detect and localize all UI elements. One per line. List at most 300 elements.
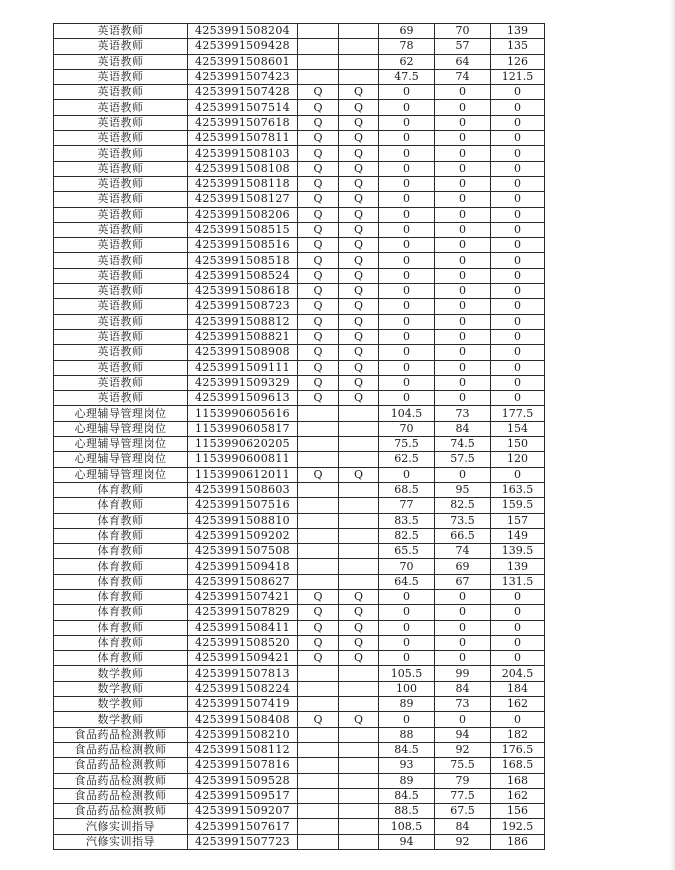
absent-mark-2-cell: Q bbox=[339, 605, 379, 620]
table-row bbox=[54, 697, 545, 712]
absent-mark-2-cell bbox=[339, 437, 379, 452]
absent-mark-1-cell: Q bbox=[298, 238, 339, 253]
absent-mark-2-cell: Q bbox=[339, 620, 379, 635]
total-score-cell: 0 bbox=[491, 85, 545, 100]
absent-mark-2-cell bbox=[339, 834, 379, 849]
total-score-cell: 177.5 bbox=[491, 406, 545, 421]
position-cell: 食品药品检测教师 bbox=[54, 742, 188, 757]
exam-id-cell: 4253991508627 bbox=[188, 574, 298, 589]
table-row bbox=[54, 69, 545, 84]
position-cell: 心理辅导管理岗位 bbox=[54, 406, 188, 421]
interview-score-cell: 0 bbox=[435, 360, 491, 375]
exam-id-cell: 4253991508411 bbox=[188, 620, 298, 635]
position-cell: 体育教师 bbox=[54, 589, 188, 604]
total-score-cell: 0 bbox=[491, 253, 545, 268]
absent-mark-2-cell bbox=[339, 39, 379, 54]
total-score-cell: 0 bbox=[491, 467, 545, 482]
position-cell: 数学教师 bbox=[54, 697, 188, 712]
absent-mark-1-cell: Q bbox=[298, 85, 339, 100]
written-score-cell: 0 bbox=[379, 238, 435, 253]
position-cell: 英语教师 bbox=[54, 345, 188, 360]
written-score-cell: 108.5 bbox=[379, 819, 435, 834]
interview-score-cell: 0 bbox=[435, 391, 491, 406]
table-row bbox=[54, 329, 545, 344]
exam-id-cell: 4253991508821 bbox=[188, 329, 298, 344]
exam-id-cell: 4253991507618 bbox=[188, 115, 298, 130]
interview-score-cell: 0 bbox=[435, 345, 491, 360]
written-score-cell: 0 bbox=[379, 85, 435, 100]
absent-mark-1-cell bbox=[298, 24, 339, 39]
absent-mark-2-cell: Q bbox=[339, 253, 379, 268]
total-score-cell: 192.5 bbox=[491, 819, 545, 834]
total-score-cell: 0 bbox=[491, 268, 545, 283]
table-row bbox=[54, 375, 545, 390]
absent-mark-2-cell: Q bbox=[339, 192, 379, 207]
absent-mark-1-cell bbox=[298, 742, 339, 757]
interview-score-cell: 0 bbox=[435, 100, 491, 115]
absent-mark-2-cell: Q bbox=[339, 268, 379, 283]
total-score-cell: 0 bbox=[491, 651, 545, 666]
absent-mark-1-cell: Q bbox=[298, 345, 339, 360]
position-cell: 体育教师 bbox=[54, 605, 188, 620]
position-cell: 英语教师 bbox=[54, 360, 188, 375]
absent-mark-2-cell bbox=[339, 574, 379, 589]
table-row bbox=[54, 115, 545, 130]
absent-mark-1-cell bbox=[298, 559, 339, 574]
absent-mark-2-cell bbox=[339, 742, 379, 757]
table-row bbox=[54, 314, 545, 329]
table-row bbox=[54, 253, 545, 268]
absent-mark-1-cell: Q bbox=[298, 375, 339, 390]
position-cell: 心理辅导管理岗位 bbox=[54, 421, 188, 436]
written-score-cell: 89 bbox=[379, 773, 435, 788]
total-score-cell: 204.5 bbox=[491, 666, 545, 681]
position-cell: 体育教师 bbox=[54, 651, 188, 666]
total-score-cell: 0 bbox=[491, 589, 545, 604]
exam-id-cell: 4253991508618 bbox=[188, 284, 298, 299]
interview-score-cell: 0 bbox=[435, 238, 491, 253]
interview-score-cell: 0 bbox=[435, 635, 491, 650]
table-row bbox=[54, 176, 545, 191]
interview-score-cell: 0 bbox=[435, 651, 491, 666]
absent-mark-2-cell: Q bbox=[339, 299, 379, 314]
total-score-cell: 0 bbox=[491, 238, 545, 253]
exam-id-cell: 4253991508518 bbox=[188, 253, 298, 268]
exam-id-cell: 4253991508112 bbox=[188, 742, 298, 757]
interview-score-cell: 0 bbox=[435, 314, 491, 329]
absent-mark-1-cell bbox=[298, 513, 339, 528]
absent-mark-1-cell: Q bbox=[298, 222, 339, 237]
exam-id-cell: 4253991509517 bbox=[188, 788, 298, 803]
table-row bbox=[54, 666, 545, 681]
exam-id-cell: 4253991509428 bbox=[188, 39, 298, 54]
written-score-cell: 62 bbox=[379, 54, 435, 69]
position-cell: 英语教师 bbox=[54, 299, 188, 314]
total-score-cell: 157 bbox=[491, 513, 545, 528]
absent-mark-1-cell bbox=[298, 544, 339, 559]
total-score-cell: 159.5 bbox=[491, 498, 545, 513]
absent-mark-1-cell bbox=[298, 773, 339, 788]
exam-id-cell: 4253991507508 bbox=[188, 544, 298, 559]
absent-mark-2-cell: Q bbox=[339, 161, 379, 176]
absent-mark-1-cell bbox=[298, 788, 339, 803]
written-score-cell: 83.5 bbox=[379, 513, 435, 528]
interview-score-cell: 92 bbox=[435, 834, 491, 849]
absent-mark-1-cell: Q bbox=[298, 605, 339, 620]
total-score-cell: 162 bbox=[491, 697, 545, 712]
exam-id-cell: 4253991509613 bbox=[188, 391, 298, 406]
position-cell: 英语教师 bbox=[54, 24, 188, 39]
total-score-cell: 0 bbox=[491, 314, 545, 329]
written-score-cell: 0 bbox=[379, 284, 435, 299]
table-row bbox=[54, 788, 545, 803]
absent-mark-1-cell: Q bbox=[298, 635, 339, 650]
interview-score-cell: 64 bbox=[435, 54, 491, 69]
interview-score-cell: 74 bbox=[435, 69, 491, 84]
exam-id-cell: 4253991507816 bbox=[188, 758, 298, 773]
table-row bbox=[54, 620, 545, 635]
written-score-cell: 0 bbox=[379, 635, 435, 650]
exam-id-cell: 4253991508516 bbox=[188, 238, 298, 253]
total-score-cell: 131.5 bbox=[491, 574, 545, 589]
interview-score-cell: 0 bbox=[435, 131, 491, 146]
absent-mark-2-cell: Q bbox=[339, 284, 379, 299]
absent-mark-1-cell: Q bbox=[298, 146, 339, 161]
absent-mark-1-cell: Q bbox=[298, 115, 339, 130]
position-cell: 汽修实训指导 bbox=[54, 834, 188, 849]
absent-mark-1-cell bbox=[298, 54, 339, 69]
absent-mark-1-cell bbox=[298, 758, 339, 773]
table-row bbox=[54, 804, 545, 819]
interview-score-cell: 92 bbox=[435, 742, 491, 757]
exam-id-cell: 4253991508103 bbox=[188, 146, 298, 161]
written-score-cell: 88.5 bbox=[379, 804, 435, 819]
absent-mark-1-cell bbox=[298, 697, 339, 712]
position-cell: 数学教师 bbox=[54, 681, 188, 696]
exam-id-cell: 4253991508210 bbox=[188, 727, 298, 742]
score-table bbox=[53, 23, 545, 850]
position-cell: 食品药品检测教师 bbox=[54, 758, 188, 773]
written-score-cell: 70 bbox=[379, 559, 435, 574]
interview-score-cell: 73 bbox=[435, 697, 491, 712]
interview-score-cell: 0 bbox=[435, 589, 491, 604]
exam-id-cell: 4253991508515 bbox=[188, 222, 298, 237]
table-row bbox=[54, 238, 545, 253]
written-score-cell: 0 bbox=[379, 589, 435, 604]
absent-mark-2-cell: Q bbox=[339, 207, 379, 222]
absent-mark-2-cell bbox=[339, 773, 379, 788]
total-score-cell: 156 bbox=[491, 804, 545, 819]
written-score-cell: 0 bbox=[379, 360, 435, 375]
total-score-cell: 186 bbox=[491, 834, 545, 849]
absent-mark-1-cell: Q bbox=[298, 192, 339, 207]
interview-score-cell: 84 bbox=[435, 681, 491, 696]
exam-id-cell: 4253991507829 bbox=[188, 605, 298, 620]
written-score-cell: 0 bbox=[379, 620, 435, 635]
absent-mark-2-cell: Q bbox=[339, 100, 379, 115]
exam-id-cell: 1153990605817 bbox=[188, 421, 298, 436]
total-score-cell: 0 bbox=[491, 222, 545, 237]
absent-mark-1-cell: Q bbox=[298, 651, 339, 666]
position-cell: 英语教师 bbox=[54, 39, 188, 54]
absent-mark-2-cell: Q bbox=[339, 589, 379, 604]
position-cell: 英语教师 bbox=[54, 253, 188, 268]
total-score-cell: 135 bbox=[491, 39, 545, 54]
total-score-cell: 168 bbox=[491, 773, 545, 788]
written-score-cell: 75.5 bbox=[379, 437, 435, 452]
written-score-cell: 105.5 bbox=[379, 666, 435, 681]
position-cell: 英语教师 bbox=[54, 222, 188, 237]
absent-mark-2-cell bbox=[339, 666, 379, 681]
written-score-cell: 0 bbox=[379, 391, 435, 406]
absent-mark-1-cell bbox=[298, 834, 339, 849]
absent-mark-1-cell bbox=[298, 727, 339, 742]
exam-id-cell: 4253991508812 bbox=[188, 314, 298, 329]
exam-id-cell: 4253991507723 bbox=[188, 834, 298, 849]
interview-score-cell: 67 bbox=[435, 574, 491, 589]
table-row bbox=[54, 834, 545, 849]
total-score-cell: 0 bbox=[491, 605, 545, 620]
absent-mark-2-cell: Q bbox=[339, 345, 379, 360]
exam-id-cell: 4253991508108 bbox=[188, 161, 298, 176]
interview-score-cell: 0 bbox=[435, 375, 491, 390]
position-cell: 心理辅导管理岗位 bbox=[54, 437, 188, 452]
interview-score-cell: 67.5 bbox=[435, 804, 491, 819]
absent-mark-1-cell bbox=[298, 819, 339, 834]
exam-id-cell: 4253991509207 bbox=[188, 804, 298, 819]
absent-mark-2-cell bbox=[339, 697, 379, 712]
position-cell: 英语教师 bbox=[54, 131, 188, 146]
total-score-cell: 154 bbox=[491, 421, 545, 436]
absent-mark-2-cell bbox=[339, 559, 379, 574]
interview-score-cell: 0 bbox=[435, 253, 491, 268]
table-row bbox=[54, 635, 545, 650]
table-row bbox=[54, 528, 545, 543]
interview-score-cell: 70 bbox=[435, 24, 491, 39]
absent-mark-2-cell: Q bbox=[339, 85, 379, 100]
total-score-cell: 184 bbox=[491, 681, 545, 696]
total-score-cell: 139 bbox=[491, 24, 545, 39]
exam-id-cell: 4253991508601 bbox=[188, 54, 298, 69]
total-score-cell: 121.5 bbox=[491, 69, 545, 84]
written-score-cell: 0 bbox=[379, 299, 435, 314]
absent-mark-1-cell bbox=[298, 804, 339, 819]
absent-mark-1-cell: Q bbox=[298, 589, 339, 604]
table-row bbox=[54, 574, 545, 589]
written-score-cell: 62.5 bbox=[379, 452, 435, 467]
total-score-cell: 0 bbox=[491, 146, 545, 161]
written-score-cell: 65.5 bbox=[379, 544, 435, 559]
table-row bbox=[54, 268, 545, 283]
table-row bbox=[54, 146, 545, 161]
absent-mark-2-cell bbox=[339, 406, 379, 421]
table-row bbox=[54, 54, 545, 69]
table-row bbox=[54, 605, 545, 620]
interview-score-cell: 66.5 bbox=[435, 528, 491, 543]
position-cell: 英语教师 bbox=[54, 375, 188, 390]
position-cell: 数学教师 bbox=[54, 712, 188, 727]
exam-id-cell: 4253991509528 bbox=[188, 773, 298, 788]
written-score-cell: 0 bbox=[379, 712, 435, 727]
interview-score-cell: 0 bbox=[435, 329, 491, 344]
absent-mark-1-cell: Q bbox=[298, 314, 339, 329]
absent-mark-1-cell: Q bbox=[298, 360, 339, 375]
total-score-cell: 163.5 bbox=[491, 482, 545, 497]
table-row bbox=[54, 589, 545, 604]
position-cell: 心理辅导管理岗位 bbox=[54, 452, 188, 467]
total-score-cell: 139.5 bbox=[491, 544, 545, 559]
table-row bbox=[54, 360, 545, 375]
exam-id-cell: 1153990620205 bbox=[188, 437, 298, 452]
exam-id-cell: 1153990612011 bbox=[188, 467, 298, 482]
total-score-cell: 120 bbox=[491, 452, 545, 467]
exam-id-cell: 4253991508810 bbox=[188, 513, 298, 528]
written-score-cell: 104.5 bbox=[379, 406, 435, 421]
total-score-cell: 162 bbox=[491, 788, 545, 803]
absent-mark-2-cell bbox=[339, 544, 379, 559]
absent-mark-1-cell: Q bbox=[298, 620, 339, 635]
exam-id-cell: 4253991507419 bbox=[188, 697, 298, 712]
table-row bbox=[54, 482, 545, 497]
position-cell: 食品药品检测教师 bbox=[54, 804, 188, 819]
total-score-cell: 126 bbox=[491, 54, 545, 69]
page-edge-shadow bbox=[669, 0, 675, 870]
position-cell: 英语教师 bbox=[54, 85, 188, 100]
total-score-cell: 0 bbox=[491, 391, 545, 406]
exam-id-cell: 4253991509202 bbox=[188, 528, 298, 543]
table-row bbox=[54, 467, 545, 482]
written-score-cell: 0 bbox=[379, 329, 435, 344]
absent-mark-2-cell bbox=[339, 452, 379, 467]
interview-score-cell: 0 bbox=[435, 467, 491, 482]
position-cell: 英语教师 bbox=[54, 54, 188, 69]
position-cell: 英语教师 bbox=[54, 238, 188, 253]
total-score-cell: 0 bbox=[491, 635, 545, 650]
exam-id-cell: 4253991508524 bbox=[188, 268, 298, 283]
interview-score-cell: 79 bbox=[435, 773, 491, 788]
position-cell: 体育教师 bbox=[54, 620, 188, 635]
absent-mark-1-cell: Q bbox=[298, 329, 339, 344]
absent-mark-2-cell: Q bbox=[339, 375, 379, 390]
absent-mark-1-cell: Q bbox=[298, 391, 339, 406]
absent-mark-2-cell: Q bbox=[339, 176, 379, 191]
table-row bbox=[54, 437, 545, 452]
exam-id-cell: 4253991508908 bbox=[188, 345, 298, 360]
total-score-cell: 0 bbox=[491, 299, 545, 314]
written-score-cell: 68.5 bbox=[379, 482, 435, 497]
position-cell: 英语教师 bbox=[54, 391, 188, 406]
interview-score-cell: 57.5 bbox=[435, 452, 491, 467]
table-row bbox=[54, 452, 545, 467]
interview-score-cell: 75.5 bbox=[435, 758, 491, 773]
absent-mark-1-cell: Q bbox=[298, 100, 339, 115]
table-row bbox=[54, 345, 545, 360]
exam-id-cell: 4253991508127 bbox=[188, 192, 298, 207]
position-cell: 体育教师 bbox=[54, 498, 188, 513]
absent-mark-1-cell: Q bbox=[298, 253, 339, 268]
absent-mark-2-cell: Q bbox=[339, 329, 379, 344]
exam-id-cell: 4253991507428 bbox=[188, 85, 298, 100]
written-score-cell: 0 bbox=[379, 176, 435, 191]
total-score-cell: 0 bbox=[491, 345, 545, 360]
total-score-cell: 168.5 bbox=[491, 758, 545, 773]
absent-mark-1-cell: Q bbox=[298, 268, 339, 283]
interview-score-cell: 0 bbox=[435, 192, 491, 207]
table-row bbox=[54, 513, 545, 528]
absent-mark-2-cell: Q bbox=[339, 314, 379, 329]
written-score-cell: 100 bbox=[379, 681, 435, 696]
absent-mark-1-cell: Q bbox=[298, 131, 339, 146]
exam-id-cell: 4253991509111 bbox=[188, 360, 298, 375]
table-row bbox=[54, 100, 545, 115]
written-score-cell: 0 bbox=[379, 651, 435, 666]
absent-mark-1-cell bbox=[298, 452, 339, 467]
written-score-cell: 0 bbox=[379, 161, 435, 176]
table-row bbox=[54, 727, 545, 742]
table-row bbox=[54, 498, 545, 513]
interview-score-cell: 0 bbox=[435, 284, 491, 299]
exam-id-cell: 4253991507423 bbox=[188, 69, 298, 84]
written-score-cell: 88 bbox=[379, 727, 435, 742]
exam-id-cell: 4253991507421 bbox=[188, 589, 298, 604]
interview-score-cell: 0 bbox=[435, 620, 491, 635]
written-score-cell: 89 bbox=[379, 697, 435, 712]
written-score-cell: 0 bbox=[379, 222, 435, 237]
table-row bbox=[54, 559, 545, 574]
absent-mark-2-cell bbox=[339, 513, 379, 528]
total-score-cell: 0 bbox=[491, 176, 545, 191]
interview-score-cell: 0 bbox=[435, 268, 491, 283]
interview-score-cell: 73 bbox=[435, 406, 491, 421]
total-score-cell: 176.5 bbox=[491, 742, 545, 757]
total-score-cell: 0 bbox=[491, 207, 545, 222]
exam-id-cell: 1153990600811 bbox=[188, 452, 298, 467]
table-row bbox=[54, 192, 545, 207]
interview-score-cell: 0 bbox=[435, 299, 491, 314]
absent-mark-1-cell bbox=[298, 482, 339, 497]
absent-mark-2-cell bbox=[339, 24, 379, 39]
total-score-cell: 0 bbox=[491, 100, 545, 115]
written-score-cell: 0 bbox=[379, 375, 435, 390]
position-cell: 英语教师 bbox=[54, 329, 188, 344]
exam-id-cell: 4253991508723 bbox=[188, 299, 298, 314]
exam-id-cell: 4253991507514 bbox=[188, 100, 298, 115]
total-score-cell: 0 bbox=[491, 712, 545, 727]
absent-mark-1-cell bbox=[298, 406, 339, 421]
position-cell: 英语教师 bbox=[54, 100, 188, 115]
written-score-cell: 69 bbox=[379, 24, 435, 39]
absent-mark-2-cell bbox=[339, 788, 379, 803]
total-score-cell: 0 bbox=[491, 284, 545, 299]
position-cell: 食品药品检测教师 bbox=[54, 727, 188, 742]
absent-mark-2-cell bbox=[339, 819, 379, 834]
absent-mark-1-cell bbox=[298, 437, 339, 452]
interview-score-cell: 84 bbox=[435, 421, 491, 436]
interview-score-cell: 0 bbox=[435, 176, 491, 191]
interview-score-cell: 0 bbox=[435, 115, 491, 130]
table-row bbox=[54, 131, 545, 146]
table-row bbox=[54, 742, 545, 757]
position-cell: 汽修实训指导 bbox=[54, 819, 188, 834]
table-row bbox=[54, 712, 545, 727]
absent-mark-2-cell bbox=[339, 758, 379, 773]
exam-id-cell: 4253991509329 bbox=[188, 375, 298, 390]
exam-id-cell: 4253991508206 bbox=[188, 207, 298, 222]
total-score-cell: 182 bbox=[491, 727, 545, 742]
exam-id-cell: 4253991508118 bbox=[188, 176, 298, 191]
interview-score-cell: 69 bbox=[435, 559, 491, 574]
absent-mark-2-cell: Q bbox=[339, 115, 379, 130]
